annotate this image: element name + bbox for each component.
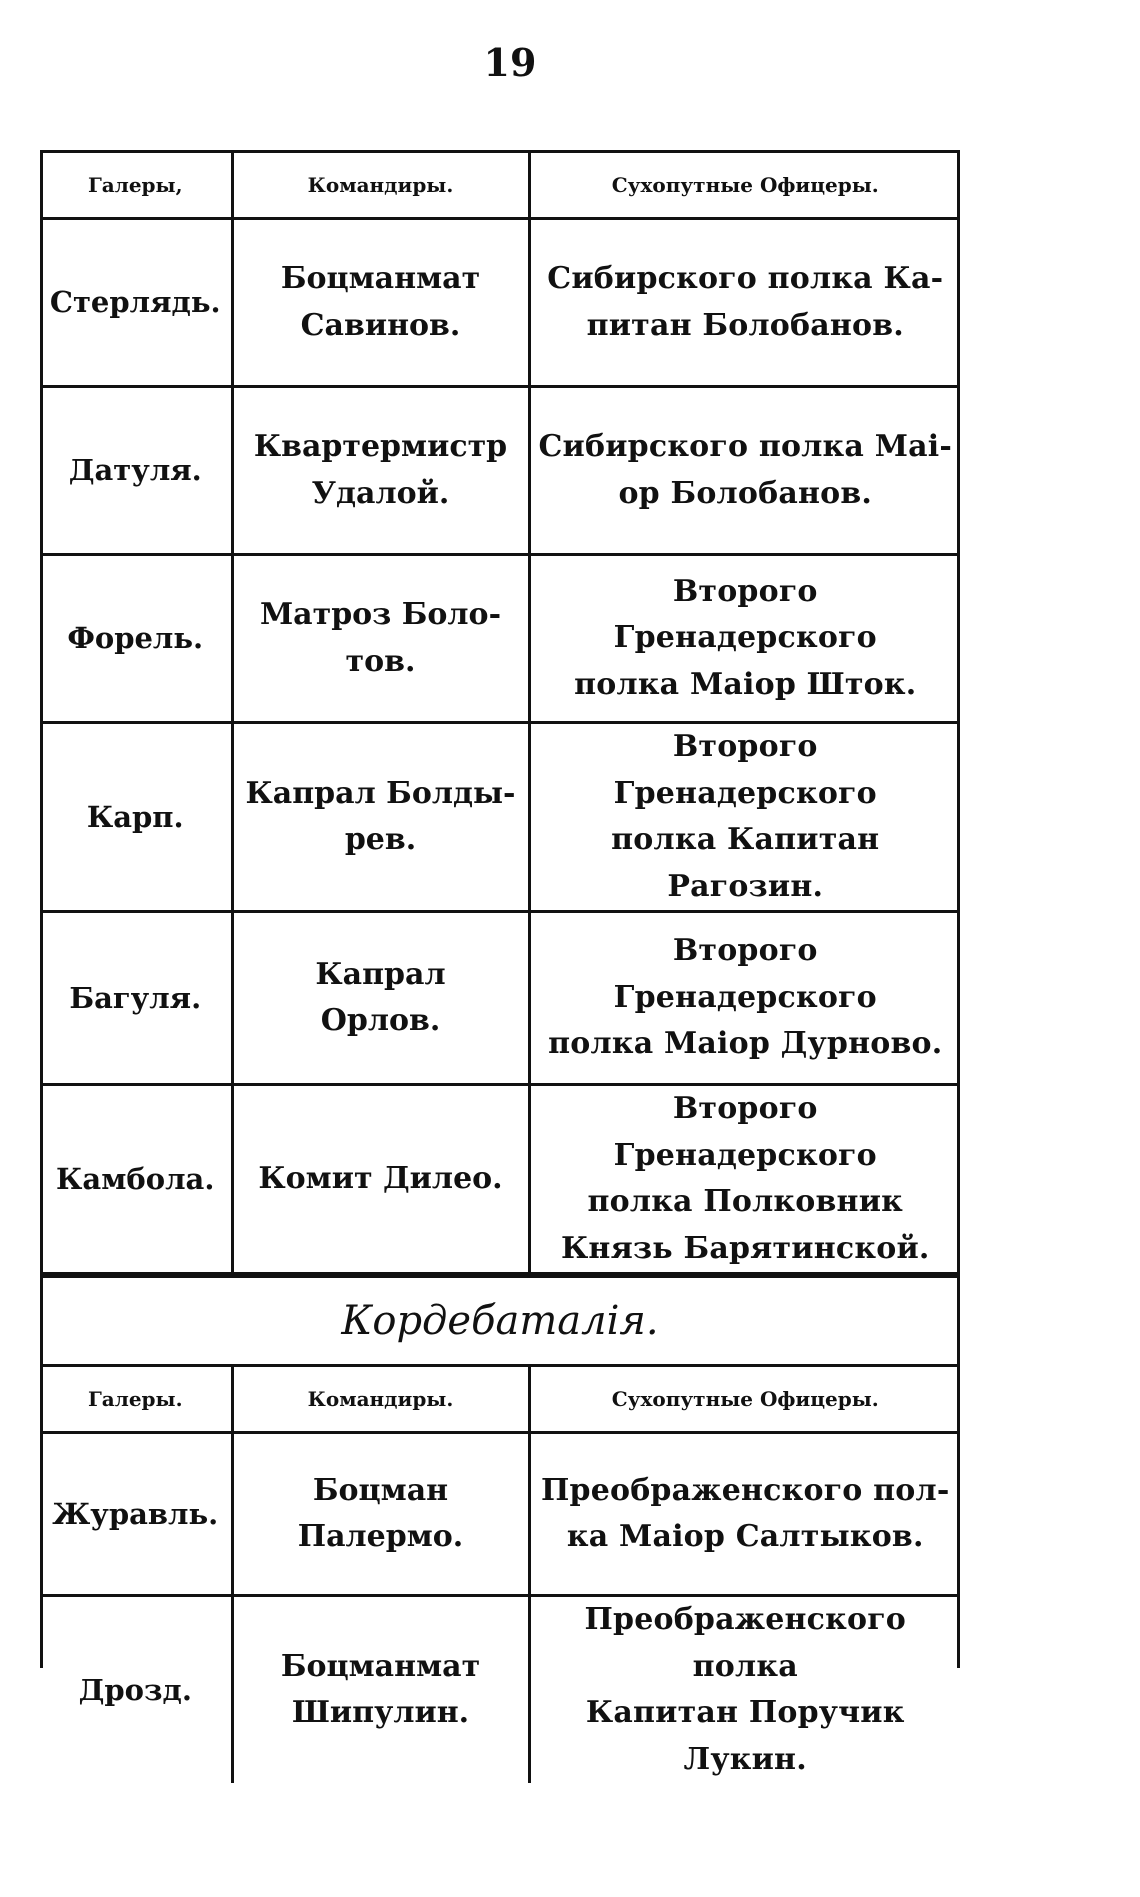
commander-line: Квартермистр: [253, 429, 508, 464]
table-row: [40, 555, 960, 723]
table-row: [40, 1596, 960, 1784]
header-galleys: Галеры.: [40, 1367, 232, 1433]
commander-line: Комит Дилео.: [258, 1160, 503, 1196]
commander-line: Удалой.: [311, 475, 450, 511]
commander-line: Орлов.: [320, 1003, 441, 1038]
galley-name: Карп.: [40, 723, 232, 912]
table-row: [40, 387, 960, 555]
table-row: [40, 1085, 960, 1274]
officers-line: Лукин.: [683, 1741, 807, 1777]
header-commanders: Командиры.: [232, 1367, 529, 1433]
roster-table-2: [40, 1367, 960, 1783]
commander-cell: [232, 1596, 529, 1784]
galley-name: Дрозд.: [78, 1672, 192, 1707]
officers-cell: [529, 219, 960, 387]
commander-line: Савинов.: [300, 307, 461, 343]
table-row: [40, 1433, 960, 1596]
commander-line: Матроз Боло-: [259, 597, 502, 632]
officers-line: полка Маіор Дурново.: [548, 1026, 943, 1062]
commander-line: Боцман: [312, 1472, 449, 1508]
header-officers: Сухопутные Офицеры.: [529, 153, 960, 219]
officers-cell: [529, 1596, 960, 1784]
officers-line: Второго Гренадерского: [613, 729, 877, 811]
table-header-row: [40, 1367, 960, 1433]
table-header-row: [40, 153, 960, 219]
galley-name: Камбола.: [40, 1085, 232, 1274]
commander-cell: [232, 723, 529, 912]
officers-line: полка Маіор Шток.: [574, 666, 917, 702]
officers-line: Преображенского полка: [584, 1602, 906, 1684]
page-number: 19: [483, 40, 537, 85]
galley-name: Стерлядь.: [40, 219, 232, 387]
officers-line: Капитан Поручик: [585, 1695, 905, 1730]
commander-line: Палермо.: [297, 1519, 464, 1554]
commander-line: Боцманмат: [280, 261, 481, 296]
commander-cell: [232, 912, 529, 1085]
header-galleys: Галеры,: [40, 153, 232, 219]
officers-line: Сибирского полка Маі-: [538, 429, 952, 464]
officers-line: полка Капитан: [611, 822, 880, 857]
officers-cell: [529, 555, 960, 723]
header-commanders: Командиры.: [232, 153, 529, 219]
commander-cell: [232, 1085, 529, 1274]
commander-cell: [232, 555, 529, 723]
commander-cell: [232, 387, 529, 555]
commander-cell: [232, 219, 529, 387]
table-row: [40, 723, 960, 912]
officers-line: питан Болобанов.: [586, 307, 904, 343]
officers-line: Второго Гренадерского: [613, 1091, 877, 1173]
roster-sheet: [40, 150, 960, 1777]
commander-line: Капрал Болды-: [245, 775, 516, 811]
commander-line: Шипулин.: [291, 1695, 470, 1730]
officers-line: полка Полковник: [587, 1184, 904, 1219]
commander-line: тов.: [345, 643, 416, 679]
officers-line: ка Маіор Салтыков.: [566, 1519, 924, 1554]
officers-line: ор Болобанов.: [618, 475, 873, 511]
roster-table-1: [40, 153, 960, 1275]
officers-line: Преображенского пол-: [540, 1472, 950, 1508]
section-title: Кордебаталія.: [40, 1275, 960, 1367]
officers-line: Второго Гренадерского: [613, 573, 877, 656]
officers-cell: [529, 1433, 960, 1596]
commander-line: рев.: [344, 822, 417, 857]
commander-line: Боцманмат: [280, 1648, 481, 1684]
galley-name: Багуля.: [40, 912, 232, 1085]
officers-cell: [529, 387, 960, 555]
galley-name: Датуля.: [40, 387, 232, 555]
galley-name: Форель.: [40, 555, 232, 723]
commander-line: Капрал: [315, 956, 446, 992]
officers-cell: [529, 723, 960, 912]
officers-line: Второго Гренадерского: [613, 933, 877, 1015]
officers-line: Рагозин.: [667, 868, 824, 904]
officers-line: Князь Барятинской.: [560, 1230, 930, 1266]
galley-name: Журавль.: [40, 1433, 232, 1596]
header-officers: Сухопутные Офицеры.: [529, 1367, 960, 1433]
table-row: [40, 219, 960, 387]
commander-cell: [232, 1433, 529, 1596]
table-row: [40, 912, 960, 1085]
officers-line: Сибирского полка Ка-: [547, 261, 944, 296]
officers-cell: [529, 1085, 960, 1274]
officers-cell: [529, 912, 960, 1085]
